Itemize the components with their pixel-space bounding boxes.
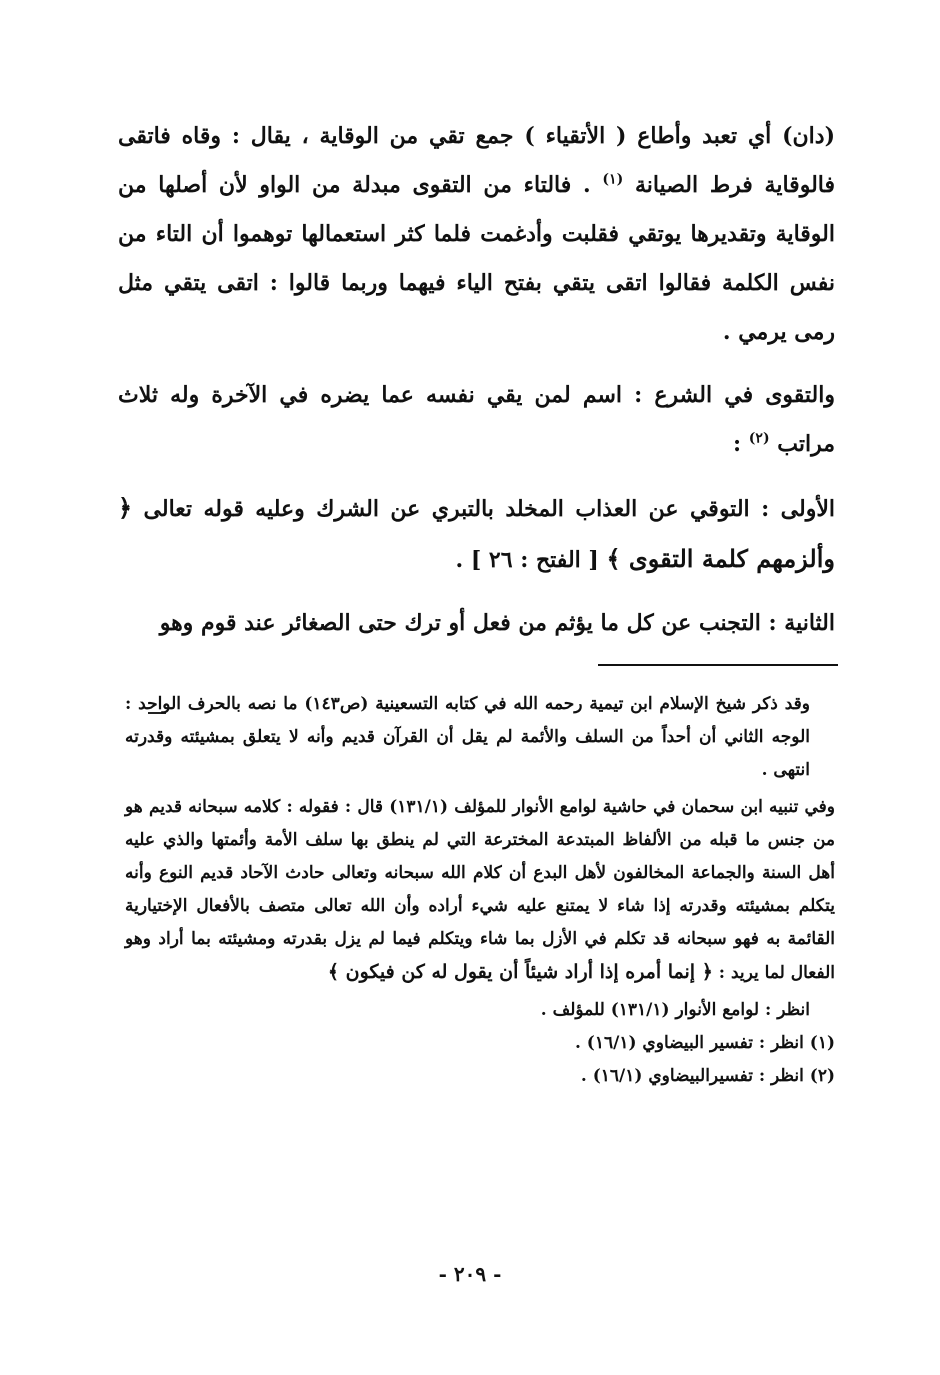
footnote-ref-2: (٢): [748, 430, 770, 447]
footnote-1: (١) انظر : تفسير البيضاوي (١٦/١) .: [574, 1033, 835, 1053]
footnote-quran-verse: ﴿ إنما أمره إذا أراد شيئاً أن يقول له كن فيكون ﴾: [327, 961, 713, 983]
footnote-ibn-sahman: [125, 791, 835, 990]
paragraph-1: [118, 112, 835, 357]
footnote-ref-1: (١): [602, 171, 624, 188]
paragraph-1-text-b: . فالتاء من التقوى مبدلة من الواو لأن أصلها من الوقاية وتقديرها يوتقي فقلبت وأدغمت فلما كثر استعمالها توهموا أن التاء من نفس الكلمة فقالوا اتقى يتقي بفتح الياء فيهما وربما قالوا : اتقى يتقي مثل رمى يرمي .: [118, 172, 835, 345]
paragraph-4: الثانية : التجنب عن كل ما يؤثم من فعل أو ترك حتى الصغائر عند قوم وهو: [159, 610, 835, 636]
paragraph-2: [118, 371, 835, 469]
footnote-see-lawami: انظر : لوامع الأنوار (١٣١/١) للمؤلف .: [540, 1000, 810, 1020]
footnotes: [125, 688, 835, 1093]
page-number: - ٢٠٩ -: [438, 1262, 502, 1286]
paragraph-3-text: الأولى : التوقي عن العذاب المخلد بالتبري عن الشرك وعليه قوله تعالى: [143, 496, 835, 522]
paragraph-2-colon: :: [732, 431, 742, 457]
verse-citation: [ الفتح : ٢٦ ] .: [455, 547, 599, 573]
paragraph-3: [118, 483, 835, 585]
paragraph-1-text-a: (دان) أي تعبد وأطاع ( الأتقياء ) جمع تقي من الوقاية ، يقال : وقاه فاتقى فالوقاية فرط الصيانة: [118, 123, 835, 198]
quran-verse: ﴿ وألزمهم كلمة التقوى ﴾: [118, 493, 835, 573]
footnote-2: (٢) انظر : تفسيرالبيضاوي (١٦/١) .: [580, 1066, 835, 1086]
footnote-separator: [598, 664, 838, 666]
main-text: [118, 112, 835, 648]
paragraph-2-text: والتقوى في الشرع : اسم لمن يقي نفسه عما يضره في الآخرة وله ثلاث مراتب: [118, 382, 835, 457]
footnote-ibn-sahman-text: وفي تنبيه ابن سحمان في حاشية لوامع الأنوار للمؤلف (١٣١/١) قال : فقوله : كلامه سبحانه قديم هو من جنس ما قبله من الألفاظ المبتدعة المخترعة التي لم ينطق بها سلف الأمة وأئمتها والذي عليه أهل السنة والجماعة المخالفون لأهل البدع أن كلام الله سبحانه وتعالى حادث الآحاد قديم النوع وأنه يتكلم بمشيئته وقدرته إذا شاء لا يمتنع عليه شيء أراده وأن الله تعالى متصف بالأفعال الإختيارية القائمة به فهو سبحانه قد تكلم في الأزل بما شاء ويتكلم فيما لم يزل بقدرته ومشيئته بما أراد وهو الفعال لما يريد :: [125, 797, 835, 983]
footnote-ibn-taymiyya: وقد ذكر شيخ الإسلام ابن تيمية رحمه الله في كتابه التسعينية (ص١٤٣) ما نصه بالحرف الواحد : الوجه الثاني أن أحداً من السلف والأئمة لم يقل أن القرآن قديم وأنه لا يتعلق بمشيئته وقدرته انتهى .: [125, 694, 810, 780]
